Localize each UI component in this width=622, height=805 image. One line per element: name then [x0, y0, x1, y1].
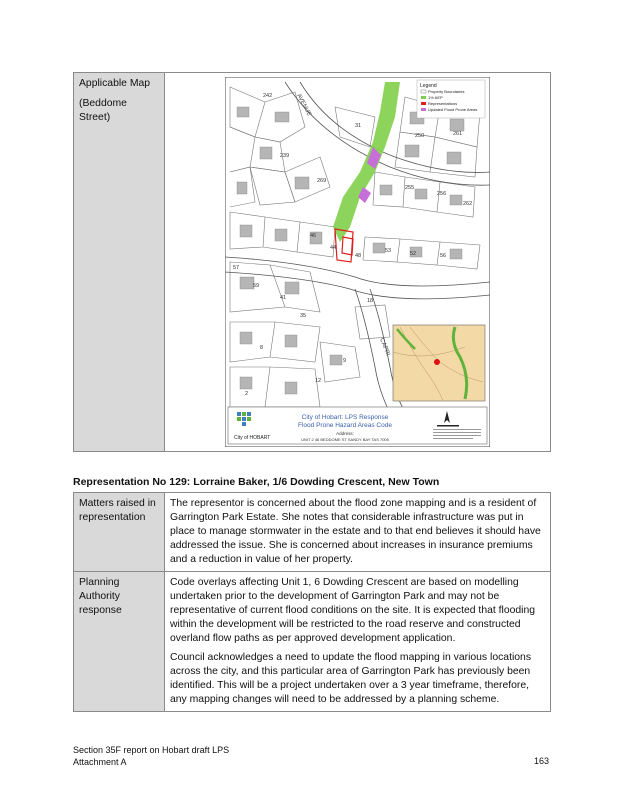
lot-label: 242 — [263, 93, 273, 99]
lot-label: 269 — [317, 178, 327, 184]
matters-text: The representor is concerned about the flood zone mapping and is a resident of Garrington Park Estate. She notes that considerable infrastructure was put in place to manage stormwater in the estate and to that end believes it should have addressed the issue. She is concerned about increases in insurance premiums and a reduction in value of her property. — [165, 493, 551, 572]
representation-heading: Representation No 129: Lorraine Baker, 1/6 Dowding Crescent, New Town — [73, 476, 440, 488]
lot-label: 18 — [367, 298, 374, 304]
map-title-line1: City of Hobart: LPS Response — [301, 414, 389, 421]
lot-label: 255 — [405, 185, 415, 191]
lot-label: 59 — [253, 283, 260, 289]
lot-label: 46 — [310, 233, 317, 239]
page-footer — [73, 744, 229, 768]
response-paragraph-1: Code overlays affecting Unit 1, 6 Dowding Crescent are based on modelling undertaken prior to the development of Garrington Park and may not be representative of current flood conditions on the site. It is expected that flooding within the development will be restricted to the road reserve and constructed overland flow paths as per approved development application. — [170, 577, 536, 644]
lot-label: 56 — [440, 253, 447, 259]
lot-label: 239 — [280, 153, 290, 159]
street-label-avenue: AVENUE — [295, 93, 312, 118]
inset-location-map — [393, 325, 485, 401]
map-sublabel: (Beddome Street) — [79, 98, 127, 123]
matters-row — [74, 493, 551, 572]
lot-label: 12 — [315, 378, 322, 384]
logo-text: City of HOBART — [234, 435, 271, 441]
representation-table — [73, 492, 551, 712]
lot-label: 2 — [245, 391, 249, 397]
response-paragraph-2: Council acknowledges a need to update the flood mapping in various locations across the city, and this particular area of Garrington Park has previously been identified. This will be a project undertaken over a 3 year timeframe, therefore, any mapping changes will need to be addressed by a planning scheme. — [170, 652, 532, 705]
map-title-line2: Flood Prone Hazard Areas Code — [298, 422, 392, 429]
applicable-map-table — [73, 72, 551, 452]
legend-item: Representations — [428, 101, 458, 106]
lot-label: 31 — [355, 123, 362, 129]
map-title-block — [228, 407, 487, 444]
map-label-cell — [74, 73, 165, 452]
street-label-capri: CAPRI — [378, 337, 391, 357]
flood-map — [225, 77, 490, 447]
legend-item: 1% AEP — [428, 95, 443, 100]
lot-label: 53 — [385, 248, 392, 254]
response-cell — [165, 572, 551, 712]
address-label: Address: — [336, 431, 354, 436]
lot-label: 8 — [260, 345, 264, 351]
lot-label: 262 — [463, 201, 473, 207]
matters-label: Matters raised in representation — [74, 493, 165, 572]
lot-label: 44 — [330, 245, 337, 251]
map-address: UNIT 2 46 BEDDOME ST SANDY BAY TAS 7005 — [301, 437, 389, 442]
lot-label: 57 — [233, 265, 240, 271]
response-row — [74, 572, 551, 712]
lot-label: 256 — [437, 191, 447, 197]
lot-label: 35 — [300, 313, 307, 319]
lot-label: 48 — [355, 253, 362, 259]
legend-item: Updated Flood Prone Areas — [428, 107, 478, 112]
map-label: Applicable Map — [79, 78, 151, 89]
lot-label: 52 — [410, 251, 417, 257]
map-cell — [165, 73, 551, 452]
lot-label: 261 — [453, 131, 463, 137]
location-marker — [434, 359, 440, 365]
footer-line1: Section 35F report on Hobart draft LPS — [73, 745, 230, 755]
lot-label: 250 — [415, 133, 425, 139]
map-legend — [417, 80, 485, 118]
legend-title: Legend — [420, 83, 437, 89]
response-label: Planning Authority response — [74, 572, 165, 712]
footer-line2: Attachment A — [73, 757, 127, 767]
lot-label: 9 — [343, 358, 347, 364]
page-number: 163 — [533, 756, 549, 766]
legend-item: Property Boundaries — [428, 89, 465, 94]
lot-label: 41 — [280, 295, 287, 301]
flood-map-svg — [225, 77, 490, 447]
